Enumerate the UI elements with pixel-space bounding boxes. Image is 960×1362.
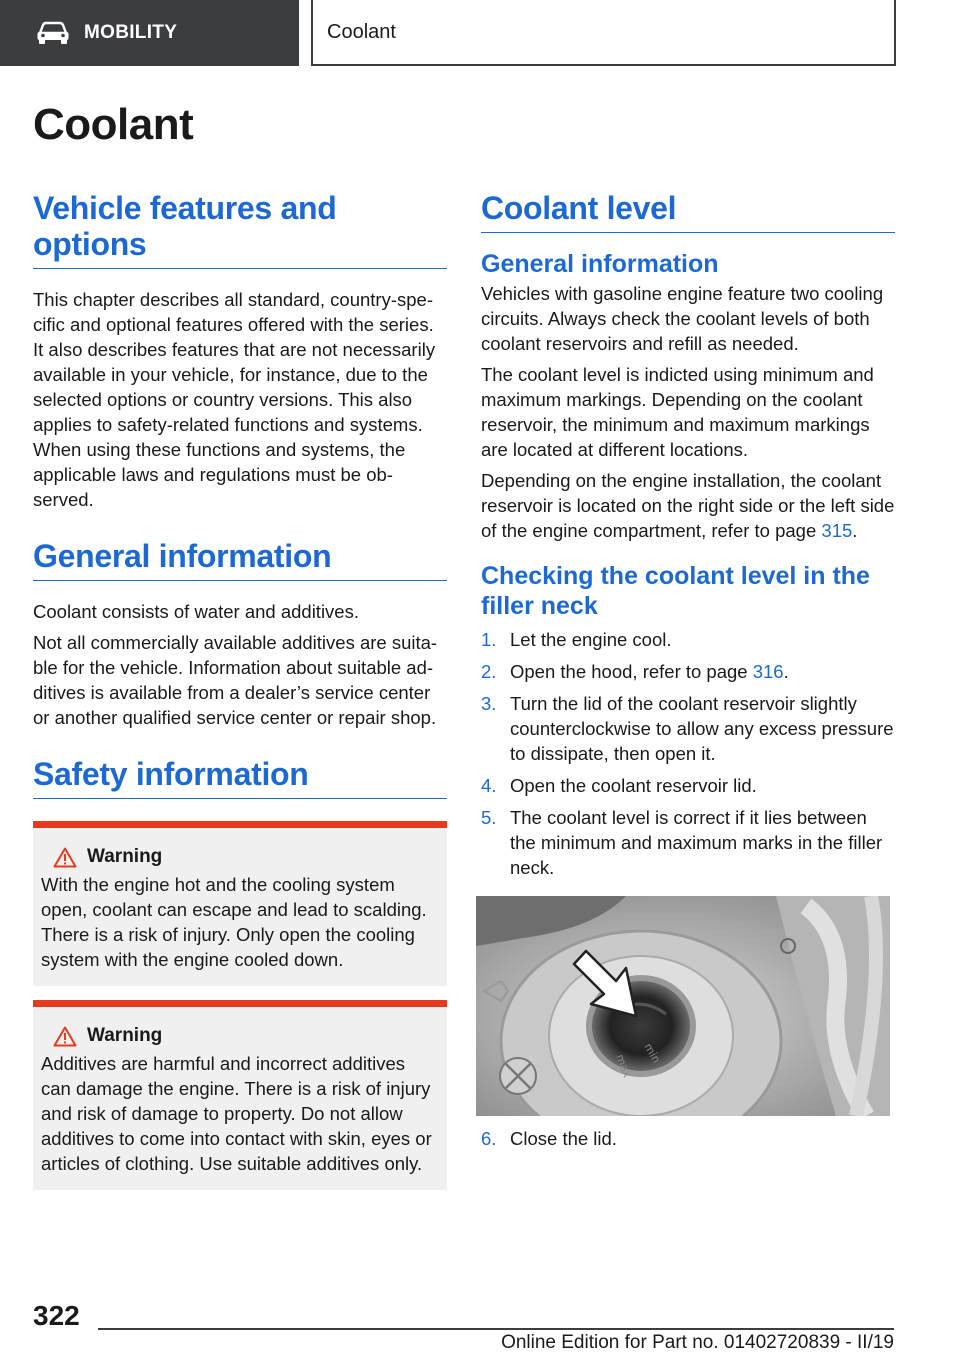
warning-triangle-icon [53, 847, 77, 868]
header-section-label: MOBILITY [84, 22, 178, 43]
heading-safety-information: Safety information [33, 756, 447, 799]
list-item: 2. Open the hood, refer to page 316. [481, 661, 789, 682]
heading-coolant-level: Coolant level [481, 190, 895, 233]
car-icon [36, 21, 70, 45]
heading-general-information: General information [33, 538, 447, 581]
list-item: 3. Turn the lid of the coolant reservoir slightly counterclockwise to allow any excess pressure to dissipate, then open it. [481, 693, 894, 764]
list-item: 1. Let the engine cool. [481, 629, 672, 650]
page-number: 322 [33, 1300, 80, 1331]
paragraph-markings: The coolant level is indicted using minimum and maximum markings. Depending on the coolant reservoir, the minimum and maximum markings are located at different locations. [481, 364, 874, 460]
warning-box-additives [33, 1000, 447, 1190]
list-item: 4. Open the coolant reservoir lid. [481, 775, 757, 796]
steps-list-continued [481, 1126, 895, 1151]
warning-box-scalding [33, 821, 447, 986]
paragraph-reservoir-location: Depending on the engine installation, the coolant reservoir is located on the right side or the left side of the engine compartment, refer to page 315. [481, 470, 895, 541]
right-column [481, 190, 895, 1158]
list-item: 5. The coolant level is correct if it lies between the minimum and maximum marks in the filler neck. [481, 807, 883, 878]
paragraph-general-1: Coolant consists of water and additives. [33, 601, 359, 622]
footer-edition: Online Edition for Part no. 01402720839 - II/19 [501, 1332, 894, 1353]
heading-vehicle-features: Vehicle features and options [33, 190, 447, 269]
paragraph-cooling-circuits: Vehicles with gasoline engine feature two cooling circuits. Always check the coolant levels of both coolant reservoirs and refill as needed. [481, 283, 884, 354]
header-chapter-box [311, 0, 896, 66]
header-section-tab [0, 0, 299, 66]
warning-triangle-icon [53, 1026, 77, 1047]
warning-text: Additives are harmful and incorrect additives can damage the engine. There is a risk of injury and risk of damage to property. Do not allow additives to come into contact with skin, eyes or articles of clothing. Use suitable additives only. [41, 1053, 432, 1174]
footer-divider [98, 1328, 894, 1330]
list-item: 6. Close the lid. [481, 1128, 617, 1149]
left-column [33, 190, 447, 1190]
page-link-315[interactable]: 315 [821, 520, 853, 541]
page-title: Coolant [33, 100, 194, 149]
page-link-316[interactable]: 316 [752, 661, 784, 682]
paragraph-features: This chapter describes all standard, country-specific and optional features offered with the series. It also describes features that are not necessarily available in your vehicle, for instance, due to the selected options or country versions. This also applies to safety-related functions and systems. When using these functions and systems, the applicable laws and regulations must be observed. [33, 289, 436, 510]
photo-max-label: max [613, 1052, 634, 1080]
subheading-general-information: General information [481, 250, 719, 278]
subheading-checking-filler-neck: Checking the coolant level in the filler neck [481, 562, 870, 620]
photo-min-label: min [641, 1041, 664, 1066]
warning-label: Warning [87, 1025, 163, 1046]
steps-list [481, 627, 895, 880]
warning-text: With the engine hot and the cooling system open, coolant can escape and lead to scalding. There is a risk of injury. Only open the cooling system with the engine cooled down. [41, 874, 427, 970]
paragraph-general-2: Not all commercially available additives are suitable for the vehicle. Information about suitable additives is available from a dealer’s service center or another qualified service center or repair shop. [33, 632, 438, 728]
header-chapter-label: Coolant [327, 20, 396, 43]
coolant-reservoir-photo [476, 896, 890, 1116]
warning-label: Warning [87, 846, 163, 867]
